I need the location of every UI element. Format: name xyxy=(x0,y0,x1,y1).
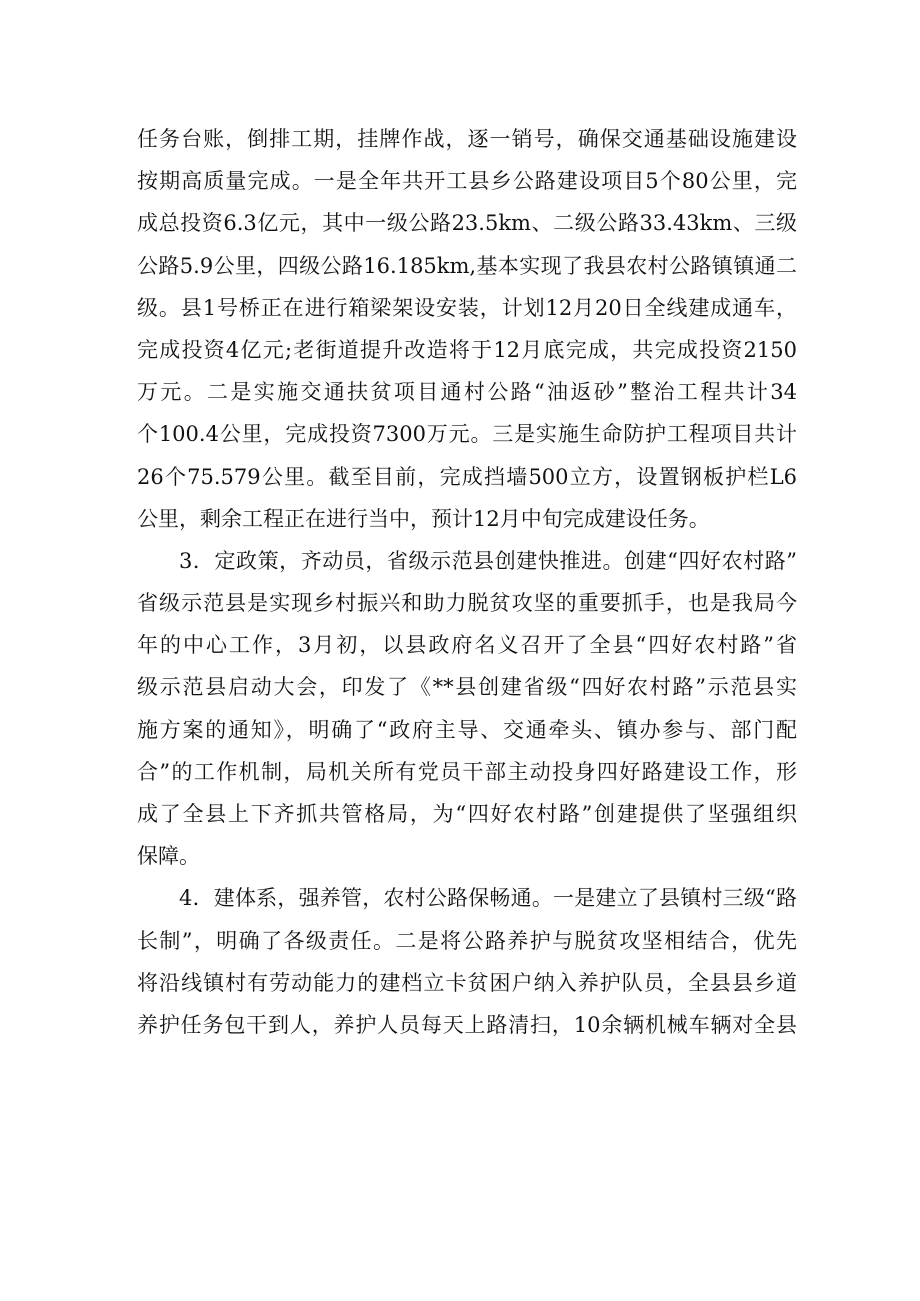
paragraph-2-line-7: 成了全县上下齐抓共管格局，为“四好农村路”创建提供了坚强组织 xyxy=(137,802,797,826)
paragraph-1-line-5: 级。县1号桥正在进行箱梁架设安装，计划12月20日全线建成通车， xyxy=(137,295,797,320)
paragraph-3-line-4: 养护任务包干到人，养护人员每天上路清扫，10余辆机械车辆对全县 xyxy=(137,1012,797,1037)
paragraph-2-line-2: 省级示范县是实现乡村振兴和助力脱贫攻坚的重要抓手，也是我局今 xyxy=(137,591,797,616)
document-body xyxy=(137,118,797,1046)
paragraph-1-line-8: 个100.4公里，完成投资7300万元。三是实施生命防护工程项目共计 xyxy=(137,422,797,447)
paragraph-2-line-4: 级示范县启动大会，印发了《**县创建省级“四好农村路”示范县实 xyxy=(137,675,797,700)
paragraph-1-line-10: 公里，剩余工程正在进行当中，预计12月中旬完成建设任务。 xyxy=(137,506,710,531)
paragraph-2-line-1: 3．定政策，齐动员，省级示范县创建快推进。创建“四好农村路” xyxy=(179,548,797,573)
paragraph-1-line-6: 完成投资4亿元;老街道提升改造将于12月底完成，共完成投资2150 xyxy=(137,337,797,362)
paragraph-3-line-2: 长制”，明确了各级责任。二是将公路养护与脱贫攻坚相结合，优先 xyxy=(137,928,797,953)
paragraph-1-line-1: 任务台账，倒排工期，挂牌作战，逐一销号，确保交通基础设施建设 xyxy=(137,127,797,151)
paragraph-1-line-3: 成总投资6.3亿元，其中一级公路23.5km、二级公路33.43km、三级 xyxy=(137,211,797,236)
paragraph-3-line-3: 将沿线镇村有劳动能力的建档立卡贫困户纳入养护队员，全县县乡道 xyxy=(137,970,797,995)
paragraph-2-line-3: 年的中心工作，3月初，以县政府名义召开了全县“四好农村路”省 xyxy=(137,633,797,658)
paragraph-2-line-6: 合”的工作机制，局机关所有党员干部主动投身四好路建设工作，形 xyxy=(137,759,797,784)
paragraph-1-line-4: 公路5.9公里，四级公路16.185km,基本实现了我县农村公路镇镇通二 xyxy=(137,253,797,278)
paragraph-2-line-8: 保障。 xyxy=(137,844,200,869)
paragraph-1-line-9: 26个75.579公里。截至目前，完成挡墙500立方，设置钢板护栏L6 xyxy=(137,464,797,489)
paragraph-2-line-5: 施方案的通知》，明确了“政府主导、交通牵头、镇办参与、部门配 xyxy=(137,717,797,742)
paragraph-1-line-7: 万元。二是实施交通扶贫项目通村公路“油返砂”整治工程共计34 xyxy=(137,380,797,405)
paragraph-3-line-1: 4．建体系，强养管，农村公路保畅通。一是建立了县镇村三级“路 xyxy=(179,886,797,911)
paragraph-1-line-2: 按期高质量完成。一是全年共开工县乡公路建设项目5个80公里，完 xyxy=(137,169,797,194)
